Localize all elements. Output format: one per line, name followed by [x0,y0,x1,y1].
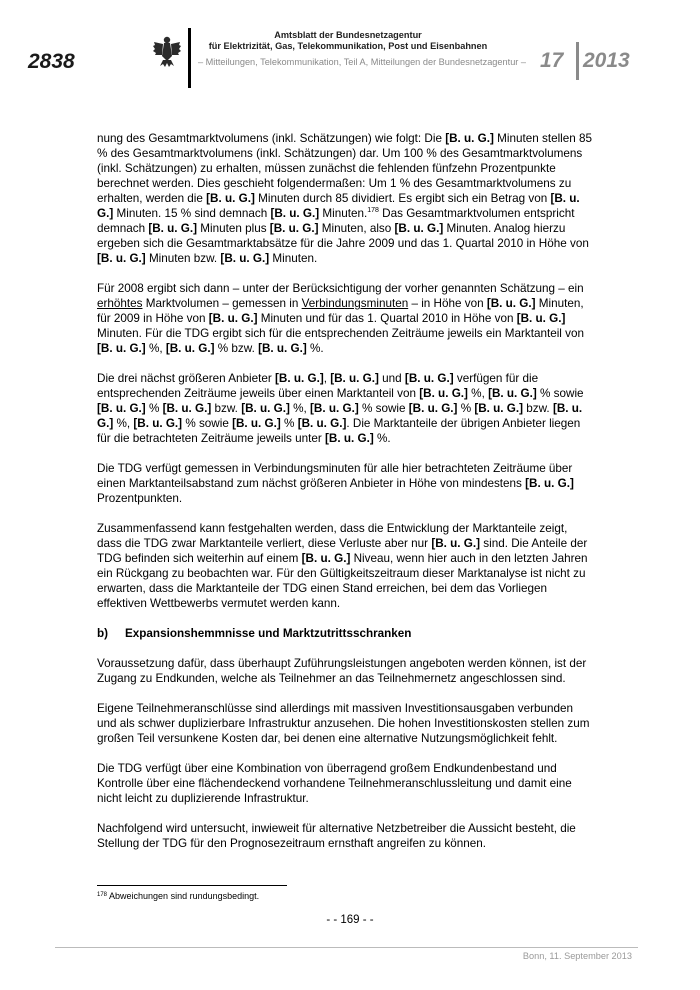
publication-title-line1: Amtsblatt der Bundesnetzagentur [274,30,422,40]
publication-subtitle: – Mitteilungen, Telekommunikation, Teil A, Mitteilungen der Bundesnetzagentur – [197,57,527,67]
paragraph-1: nung des Gesamtmarktvolumens (inkl. Schätzungen) wie folgt: Die [B. u. G.] Minuten stellen 85 % des Gesamtmarktvolumens (inkl. Schätzungen) dar. Um 100 % des Gesamtmarktvolumens (inkl. Schätzungen) zu erhalten, müssen zunächst die fehlenden fünfzehn Prozentpunkte berechnet werden. Dies geschieht folgendermaßen: Um 1 % des Gesamtmarktvolumens zu erhalten, werden die [B. u. G.] Minuten durch 85 dividiert. Es ergibt sich ein Betrag von [B. u. G.] Minuten. 15 % sind demnach [B. u. G.] Minuten.$^{178}$ Das Gesamtmarktvolumen entspricht demnach [B. u. G.] Minuten plus [B. u. G.] Minuten, also [B. u. G.] Minuten. Analog hierzu ergeben sich die Gesamtmarktabsätze für die Jahre 2009 und das 1. Quartal 2010 in Höhe von [B. u. G.] Minuten bzw. [B. u. G.] Minuten. [97,132,593,265]
footer-date: Bonn, 11. September 2013 [522,951,632,961]
paragraph-6: Voraussetzung dafür, dass überhaupt Zuführungsleistungen angeboten werden können, ist der Zugang zu Endkunden, welche als Teilnehmer an das Teilnehmernetz angeschlossen sind. [97,657,587,685]
paragraph-4: Die TDG verfügt gemessen in Verbindungsminuten für alle hier betrachteten Zeiträume über einen Marktanteilsabstand zum nächst größeren Anbieter in Höhe von mindestens [B. u. G.] Prozentpunkten. [97,462,574,505]
publication-title-line2: für Elektrizität, Gas, Telekommunikation, Post und Eisenbahnen [208,41,488,51]
section-title: Expansionshemmnisse und Marktzutrittsschranken [125,627,412,640]
paragraph-7: Eigene Teilnehmeranschlüsse sind allerdings mit massiven Investitionsausgaben verbunden und als schwer duplizierbare Infrastruktur anzusehen. Die hohen Investitionskosten stellen zum großen Teil versunkene Kosten dar, bei denen eine alternative Nutzungsmöglichkeit fehlt. [97,702,590,745]
paragraph-3: Die drei nächst größeren Anbieter [B. u. G.], [B. u. G.] und [B. u. G.] verfügen für die entsprechenden Zeiträume jeweils über einen Marktanteil von [B. u. G.] %, [B. u. G.] % sowie [B. u. G.] % [B. u. G.] bzw. [B. u. G.] %, [B. u. G.] % sowie [B. u. G.] % [B. u. G.] bzw. [B. u. G.] %, [B. u. G.] % sowie [B. u. G.] % [B. u. G.]. Die Marktanteile der übrigen Anbieter liegen für die betrachteten Zeiträume jeweils unter [B. u. G.] %. [97,372,584,445]
footnote [97,891,259,901]
issue-year: 2013 [583,49,630,72]
federal-eagle-icon [152,34,182,68]
footer-divider [55,947,638,948]
section-heading-b [97,626,592,641]
publication-title [200,30,496,52]
footnote-separator [97,885,287,886]
issue-number: 17 [540,49,564,72]
footnote-text: Abweichungen sind rundungsbedingt. [107,891,260,901]
paragraph-5: Zusammenfassend kann festgehalten werden, dass die Entwicklung der Marktanteile zeigt, dass die TDG zwar Marktanteile verliert, diese Verluste aber nur [B. u. G.] sind. Die Anteile der TDG befinden sich weiterhin auf einem [B. u. G.] Niveau, wenn hier auch in den letzten Jahren ein Rückgang zu beobachten war. Für den Gültigkeitszeitraum dieser Marktanalyse ist nicht zu erwarten, dass die Marktanteile der TDG einen Stand erreichen, bei dem das Vorliegen effektiven Wettbewerbs vermutet werden kann. [97,522,588,610]
page-number: 2838 [28,50,75,73]
paragraph-2: Für 2008 ergibt sich dann – unter der Berücksichtigung der vorher genannten Schätzung – ein erhöhtes Marktvolumen – gemessen in Verbindungsminuten – in Höhe von [B. u. G.] Minuten, für 2009 in Höhe von [B. u. G.] Minuten und für das 1. Quartal 2010 in Höhe von [B. u. G.] Minuten. Für die TDG ergibt sich für die entsprechenden Zeiträume jeweils ein Marktanteil von [B. u. G.] %, [B. u. G.] % bzw. [B. u. G.] %. [97,282,584,355]
issue-divider [576,42,579,80]
section-label: b) [97,627,109,640]
main-text [97,131,592,866]
footer-page-number: - - 169 - - [326,914,374,926]
paragraph-9: Nachfolgend wird untersucht, inwieweit für alternative Netzbetreiber die Aussicht besteht, die Stellung der TDG für den Prognosezeitraum ernsthaft angreifen zu können. [97,822,576,850]
paragraph-8: Die TDG verfügt über eine Kombination von überragend großem Endkundenbestand und Kontrolle über eine flächendeckend vorhandene Teilnehmeranschlussleitung und damit eine nicht leicht zu duplizierende Infrastruktur. [97,762,572,805]
footnote-number: 178 [97,892,108,898]
header-divider [188,28,191,88]
footnote-ref: 178 [367,207,379,214]
